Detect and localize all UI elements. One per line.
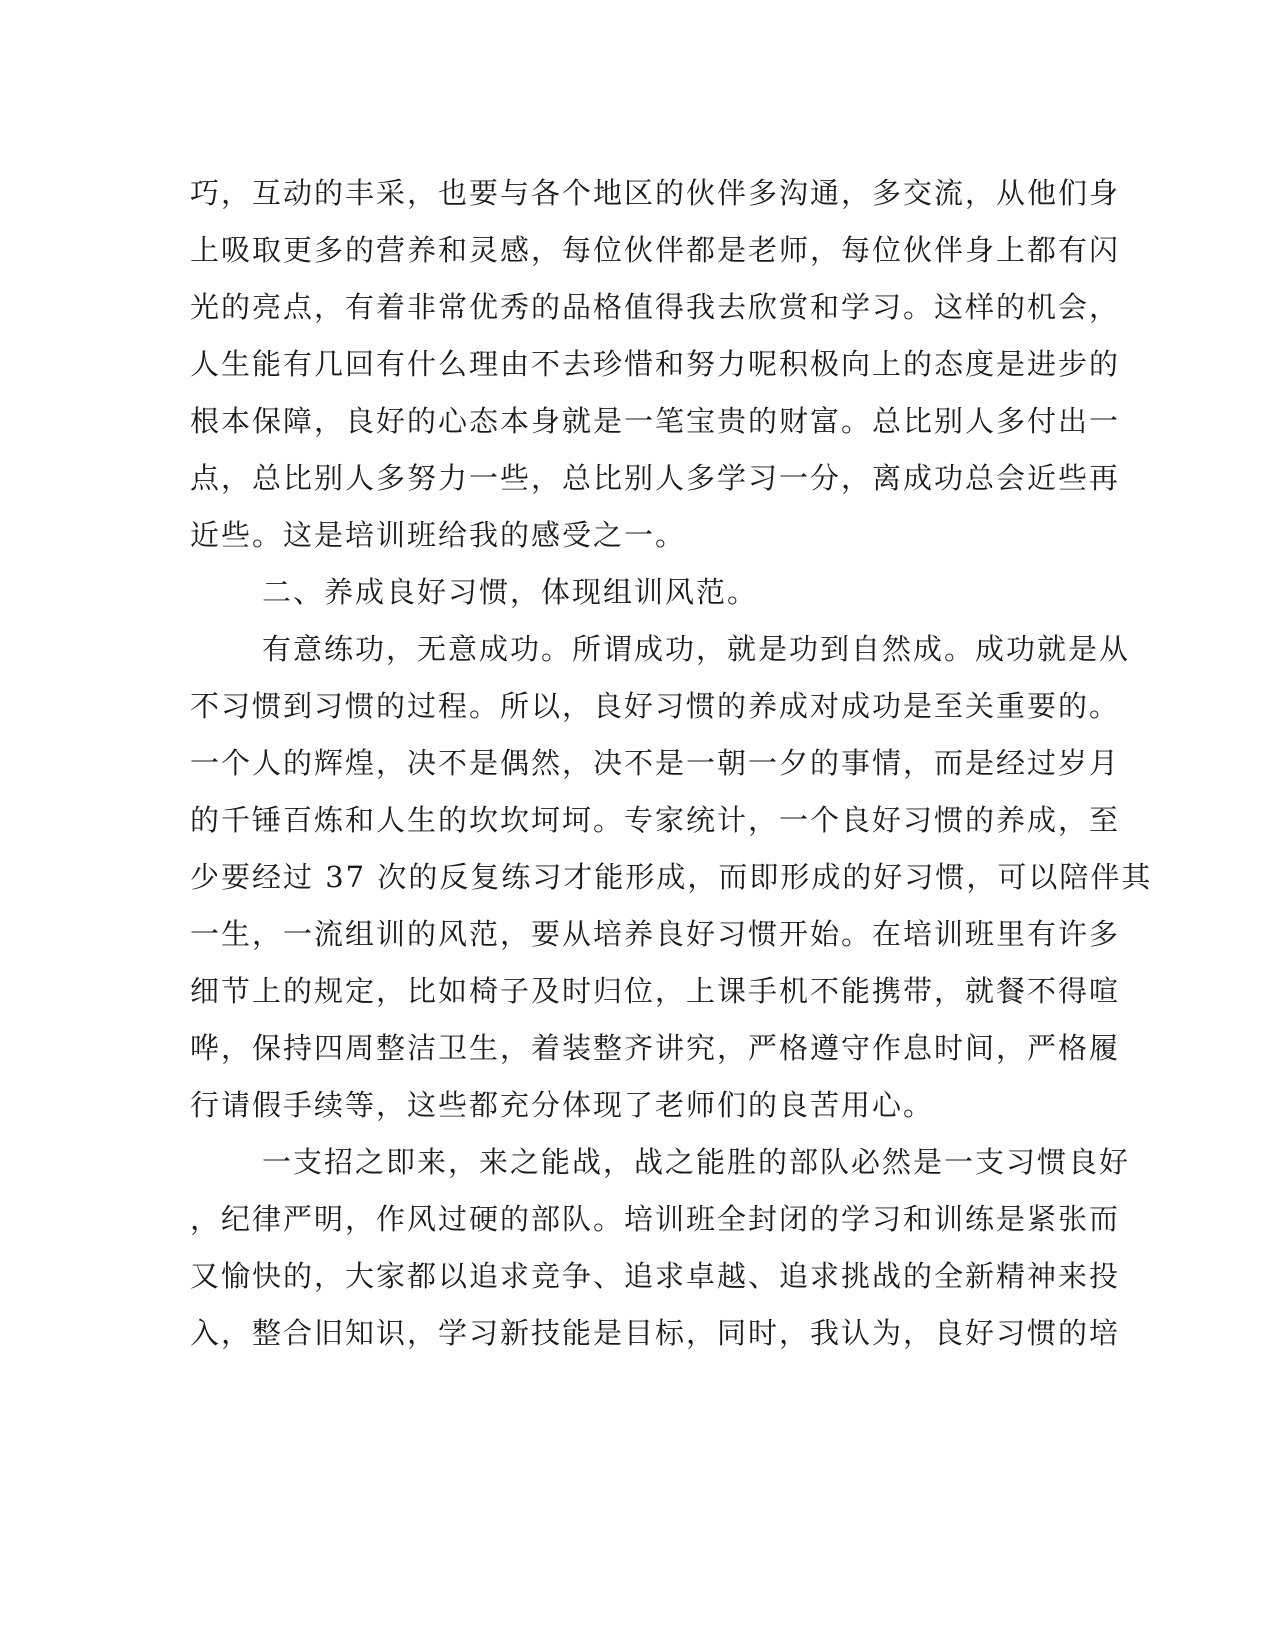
text-line: 的千锤百炼和人生的坎坎坷坷。专家统计，一个良好习惯的养成，至 bbox=[190, 803, 1121, 837]
text-line: 点，总比别人多努力一些，总比别人多学习一分，离成功总会近些再 bbox=[190, 461, 1121, 495]
text-line: 人生能有几回有什么理由不去珍惜和努力呢积极向上的态度是进步的 bbox=[190, 347, 1121, 381]
text-line: 又愉快的，大家都以追求竞争、追求卓越、追求挑战的全新精神来投 bbox=[190, 1259, 1121, 1293]
text-line: 少要经过 37 次的反复练习才能形成，而即形成的好习惯，可以陪伴其 bbox=[190, 860, 1153, 894]
text-line: 根本保障，良好的心态本身就是一笔宝贵的财富。总比别人多付出一 bbox=[190, 404, 1121, 438]
text-line: 有意练功，无意成功。所谓成功，就是功到自然成。成功就是从 bbox=[262, 632, 1131, 666]
text-line: 近些。这是培训班给我的感受之一。 bbox=[190, 518, 687, 552]
text-line: 一生，一流组训的风范，要从培养良好习惯开始。在培训班里有许多 bbox=[190, 917, 1121, 951]
text-line: 哗，保持四周整洁卫生，着装整齐讲究，严格遵守作息时间，严格履 bbox=[190, 1031, 1121, 1065]
section-heading: 二、养成良好习惯，体现组训风范。 bbox=[262, 575, 759, 609]
text-line: ，纪律严明，作风过硬的部队。培训班全封闭的学习和训练是紧张而 bbox=[190, 1202, 1121, 1236]
text-line: 细节上的规定，比如椅子及时归位，上课手机不能携带，就餐不得喧 bbox=[190, 974, 1121, 1008]
body-text bbox=[190, 165, 1153, 1362]
text-line: 入，整合旧知识，学习新技能是目标，同时，我认为，良好习惯的培 bbox=[190, 1316, 1121, 1350]
text-line: 巧，互动的丰采，也要与各个地区的伙伴多沟通，多交流，从他们身 bbox=[190, 176, 1121, 210]
text-line: 光的亮点，有着非常优秀的品格值得我去欣赏和学习。这样的机会， bbox=[190, 290, 1121, 324]
text-line: 行请假手续等，这些都充分体现了老师们的良苦用心。 bbox=[190, 1088, 935, 1122]
text-line: 上吸取更多的营养和灵感，每位伙伴都是老师，每位伙伴身上都有闪 bbox=[190, 233, 1121, 267]
text-line: 一支招之即来，来之能战，战之能胜的部队必然是一支习惯良好 bbox=[262, 1145, 1131, 1179]
text-line: 一个人的辉煌，决不是偶然，决不是一朝一夕的事情，而是经过岁月 bbox=[190, 746, 1121, 780]
text-line: 不习惯到习惯的过程。所以，良好习惯的养成对成功是至关重要的。 bbox=[190, 689, 1121, 723]
